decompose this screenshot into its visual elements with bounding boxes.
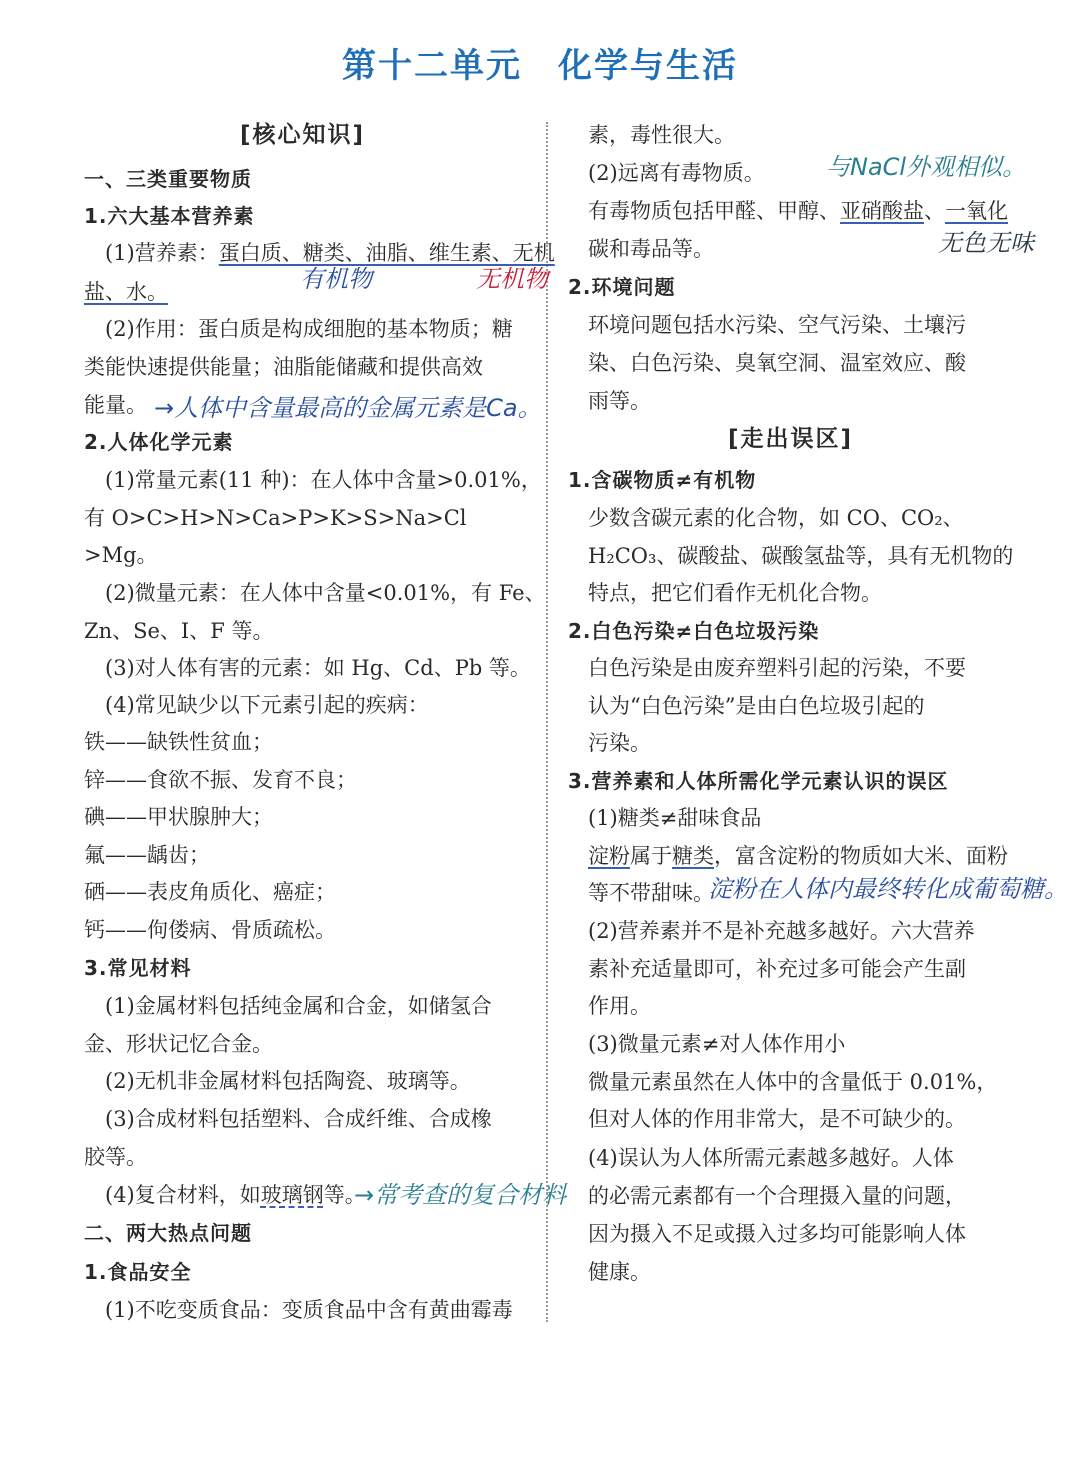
section-heading: 一、三类重要物质: [84, 167, 252, 191]
glass-fiber-term: 玻璃钢: [260, 1183, 324, 1207]
paragraph-line: 等不带甜味。: [588, 881, 714, 905]
paragraph-line: (1)不吃变质食品：变质食品中含有黄曲霉毒: [105, 1298, 513, 1322]
paragraph-line: (3)微量元素≠对人体作用小: [588, 1032, 846, 1056]
paragraph-line: (2)无机非金属材料包括陶瓷、玻璃等。: [105, 1069, 471, 1093]
paragraph-line: 雨等。: [588, 389, 651, 413]
paragraph-line: 能量。: [84, 393, 147, 417]
paragraph-line: 素补充适量即可，补充过多可能会产生副: [588, 957, 966, 981]
paragraph-line: 盐、水。: [84, 280, 168, 304]
handwritten-note-inorganic: 无机物: [476, 265, 548, 293]
paragraph-line: 碳和毒品等。: [588, 237, 714, 261]
paragraph-line: 但对人体的作用非常大，是不可缺少的。: [588, 1107, 966, 1131]
paragraph-line: 类能快速提供能量；油脂能储藏和提供高效: [84, 355, 483, 379]
subsection-heading: 1.六大基本营养素: [84, 204, 255, 228]
paragraph-line: (3)对人体有害的元素：如 Hg、Cd、Pb 等。: [105, 656, 531, 680]
paragraph-line: 污染。: [588, 731, 651, 755]
paragraph-line: 淀粉属于糖类，富含淀粉的物质如大米、面粉: [588, 844, 1008, 868]
handwritten-note-nacl: 与NaCl外观相似。: [826, 153, 1027, 181]
disease-item: 碘——甲状腺肿大；: [84, 805, 273, 829]
subsection-heading: 1.含碳物质≠有机物: [568, 468, 757, 492]
disease-item: 铁——缺铁性贫血；: [84, 730, 273, 754]
subsection-heading: 2.人体化学元素: [84, 430, 234, 454]
paragraph-line: 认为“白色污染”是由白色垃圾引起的: [588, 694, 925, 718]
column-divider: [546, 122, 548, 1322]
paragraph-line: H₂CO₃、碳酸盐、碳酸氢盐等，具有无机物的: [588, 544, 1014, 568]
subsection-heading: 1.食品安全: [84, 1260, 192, 1284]
paragraph-line: 有毒物质包括甲醛、甲醇、亚硝酸盐、一氧化: [588, 199, 1008, 223]
subsection-heading: 3.营养素和人体所需化学元素认识的误区: [568, 769, 949, 793]
carbohydrate-term: 糖类: [672, 844, 714, 868]
page-title: 第十二单元 化学与生活: [342, 46, 738, 86]
paragraph-line: 的必需元素都有一个合理摄入量的问题，: [588, 1184, 966, 1208]
paragraph-line: (4)复合材料，如玻璃钢等。: [105, 1183, 366, 1207]
subsection-heading: 2.环境问题: [568, 275, 676, 299]
paragraph-line: (2)营养素并不是补充越多越好。六大营养: [588, 919, 975, 943]
paragraph-line: 染、白色污染、臭氧空洞、温室效应、酸: [588, 351, 966, 375]
paragraph-line: >Mg。: [84, 543, 158, 567]
section-heading: 二、两大热点问题: [84, 1221, 252, 1245]
paragraph-line: 有 O>C>H>N>Ca>P>K>S>Na>Cl: [84, 506, 467, 530]
paragraph-line: (2)作用：蛋白质是构成细胞的基本物质；糖: [105, 317, 513, 341]
handwritten-note-organic: 有机物: [300, 265, 372, 293]
paragraph-line: 少数含碳元素的化合物，如 CO、CO₂、: [588, 506, 964, 530]
subsection-heading: 3.常见材料: [84, 956, 192, 980]
carbon-monoxide-term: 一氧化: [945, 199, 1008, 223]
paragraph-line: 金、形状记忆合金。: [84, 1032, 273, 1056]
handwritten-note-colorless: 无色无味: [938, 229, 1034, 257]
nitrite-term: 亚硝酸盐: [840, 199, 924, 223]
paragraph-line: (4)误认为人体所需元素越多越好。人体: [588, 1146, 954, 1170]
paragraph-line: (3)合成材料包括塑料、合成纤维、合成橡: [105, 1107, 492, 1131]
nutrient-list: 蛋白质、糖类、油脂、维生素、无机: [218, 241, 555, 265]
paragraph-line: 作用。: [588, 994, 651, 1018]
paragraph-line: (4)常见缺少以下元素引起的疾病：: [105, 693, 429, 717]
paragraph-line: (2)微量元素：在人体中含量<0.01%，有 Fe、: [105, 581, 546, 605]
paragraph-line: (2)远离有毒物质。: [588, 161, 765, 185]
handwritten-note-composite: →常考查的复合材料: [354, 1181, 567, 1209]
paragraph-line: 素，毒性很大。: [588, 123, 735, 147]
paragraph-line: 环境问题包括水污染、空气污染、土壤污: [588, 313, 966, 337]
paragraph-line: (1)金属材料包括纯金属和合金，如储氢合: [105, 994, 492, 1018]
paragraph-line: (1)糖类≠甜味食品: [588, 806, 762, 830]
paragraph-line: 特点，把它们看作无机化合物。: [588, 581, 882, 605]
paragraph-line: 胶等。: [84, 1145, 147, 1169]
paragraph-line: (1)营养素：蛋白质、糖类、油脂、维生素、无机: [105, 241, 555, 265]
handwritten-note-calcium: →人体中含量最高的金属元素是Ca。: [154, 394, 542, 422]
starch-term: 淀粉: [588, 844, 630, 868]
paragraph-line: (1)常量元素(11 种)：在人体中含量>0.01%，: [105, 468, 542, 492]
paragraph-line: Zn、Se、I、F 等。: [84, 619, 274, 643]
paragraph-line: 健康。: [588, 1260, 651, 1284]
paragraph-line: 微量元素虽然在人体中的含量低于 0.01%，: [588, 1070, 998, 1094]
handwritten-note-starch: 淀粉在人体内最终转化成葡萄糖。: [708, 875, 1068, 903]
paragraph-line: 因为摄入不足或摄入过多均可能影响人体: [588, 1222, 966, 1246]
disease-item: 硒——表皮角质化、癌症；: [84, 880, 336, 904]
misconceptions-header: [走出误区]: [728, 426, 854, 452]
paragraph-line: 白色污染是由废弃塑料引起的污染，不要: [588, 656, 966, 680]
disease-item: 钙——佝偻病、骨质疏松。: [84, 918, 336, 942]
core-knowledge-header: [核心知识]: [240, 122, 366, 148]
subsection-heading: 2.白色污染≠白色垃圾污染: [568, 619, 820, 643]
disease-item: 氟——龋齿；: [84, 843, 210, 867]
disease-item: 锌——食欲不振、发育不良；: [84, 768, 357, 792]
